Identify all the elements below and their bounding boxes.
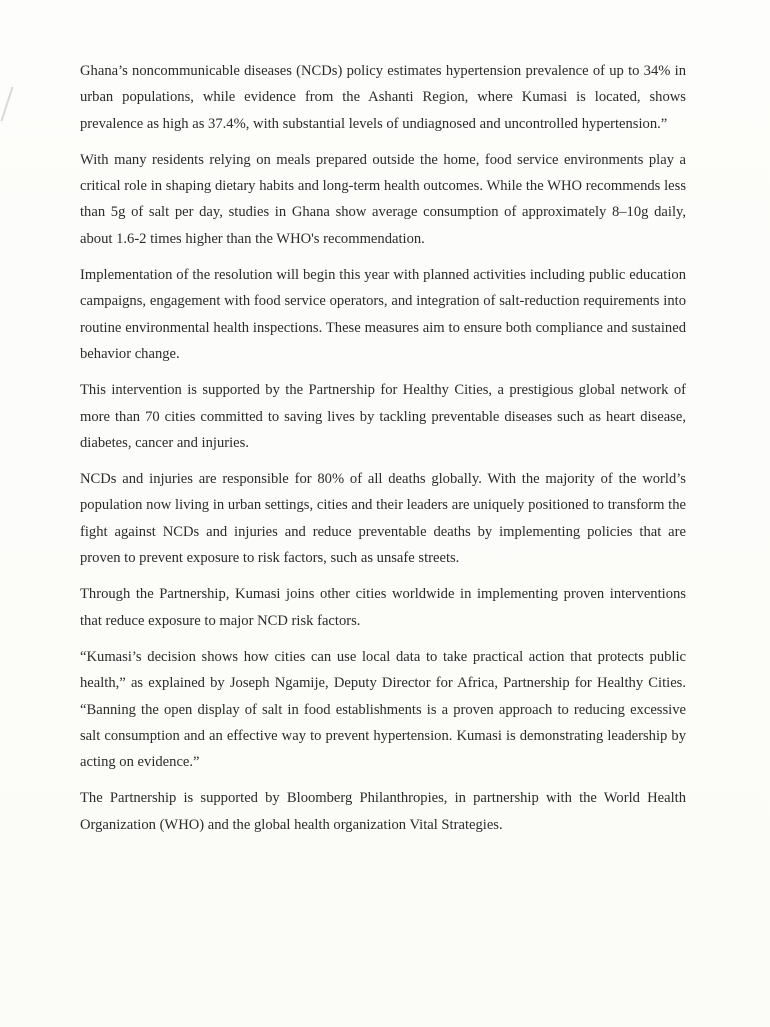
paragraph-ncd-deaths: NCDs and injuries are responsible for 80% of all deaths globally. With the majority of the world’s population now living in urban settings, cities and their leaders are uniquely positioned to transform the fight against NCDs and injuries and reduce preventable deaths by implementing policies that are proven to prevent exposure to risk factors, such as unsafe streets. <box>80 471 686 567</box>
paragraph-hypertension-prevalence: Ghana’s noncommunicable diseases (NCDs) policy estimates hypertension prevalence of up to 34% in urban populations, while evidence from the Ashanti Region, where Kumasi is located, shows prevalence as high as 37.4%, with substantial levels of undiagnosed and uncontrolled hypertension.” <box>80 63 686 132</box>
paragraph-implementation: Implementation of the resolution will begin this year with planned activities including public education campaigns, engagement with food service operators, and integration of salt-reduction requirements into routine environmental health inspections. These measures aim to ensure both compliance and sustained behavior change. <box>80 267 686 362</box>
paragraph-salt-consumption: With many residents relying on meals prepared outside the home, food service environments play a critical role in shaping dietary habits and long-term health outcomes. While the WHO recommends less than 5g of salt per day, studies in Ghana show average consumption of approximately 8–10g daily, about 1.6-2 times higher than the WHO's recommendation. <box>80 151 686 247</box>
paragraph-funders: The Partnership is supported by Bloomberg Philanthropies, in partnership with the World Health Organization (WHO) and the global health organization Vital Strategies. <box>80 790 686 833</box>
paragraph-kumasi-joins: Through the Partnership, Kumasi joins other cities worldwide in implementing proven interventions that reduce exposure to major NCD risk factors. <box>80 586 686 629</box>
paragraph-partnership-support: This intervention is supported by the Partnership for Healthy Cities, a prestigious global network of more than 70 cities committed to saving lives by tackling preventable diseases such as heart disease, diabetes, cancer and injuries. <box>80 382 686 451</box>
document-body <box>80 58 686 848</box>
margin-mark <box>0 87 13 122</box>
paragraph-quote: “Kumasi’s decision shows how cities can use local data to take practical action that protects public health,” as explained by Joseph Ngamije, Deputy Director for Africa, Partnership for Healthy Cities. “Banning the open display of salt in food establishments is a proven approach to reducing excessive salt consumption and an effective way to prevent hypertension. Kumasi is demonstrating leadership by acting on evidence.” <box>80 648 686 771</box>
